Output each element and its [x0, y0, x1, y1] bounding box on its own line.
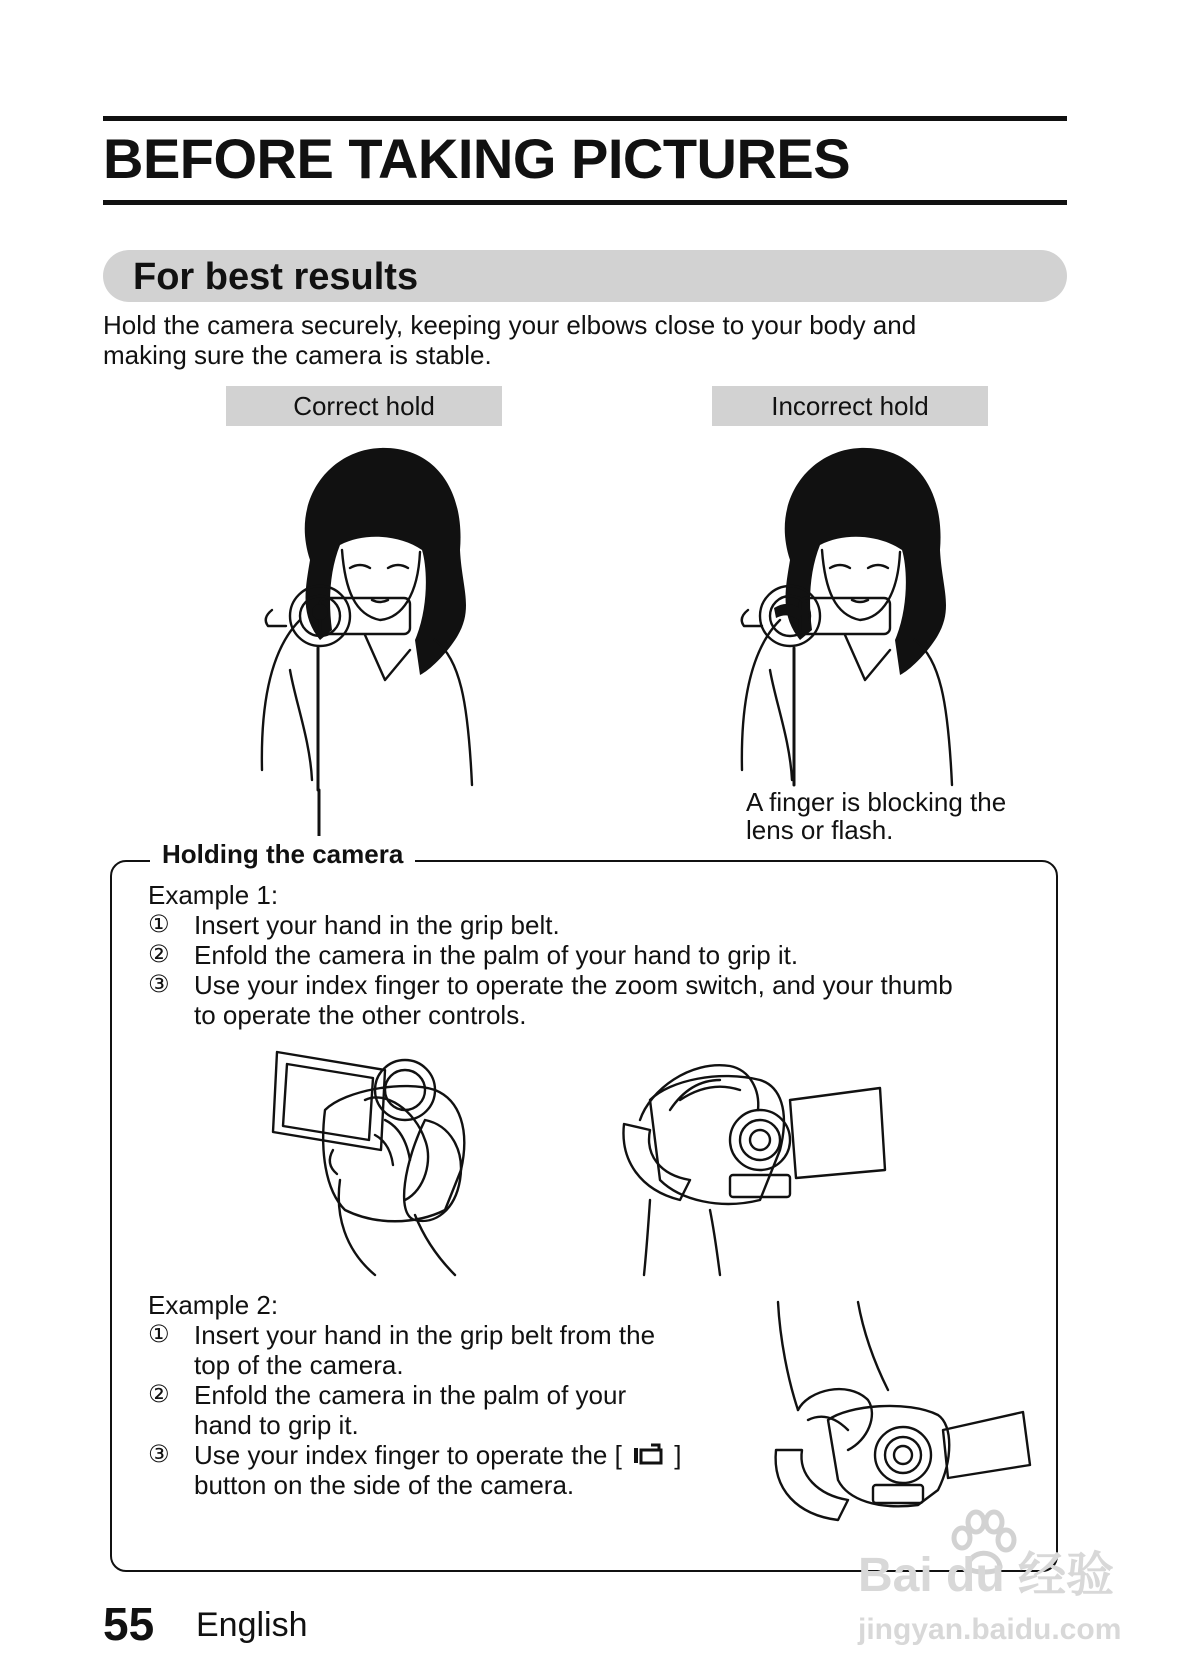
example1-camera-left-illustration [265, 1040, 485, 1280]
camera-mode-button-icon [633, 1442, 663, 1472]
example2-step3-text-line1 [194, 1440, 682, 1472]
example1-heading: Example 1: [148, 880, 279, 910]
watermark-brand: Bai du 经验 [858, 1549, 1115, 1602]
example2-step3-text-line2: button on the side of the camera. [194, 1470, 575, 1500]
page-language: English [196, 1606, 308, 1644]
example1-camera-right-illustration [610, 1060, 900, 1280]
example1-step3-text-line1: Use your index finger to operate the zoom switch, and your thumb [194, 970, 953, 1000]
example2-step1-text-line1: Insert your hand in the grip belt from the [194, 1320, 656, 1350]
example2-heading: Example 2: [148, 1290, 279, 1320]
example1-step3-text-line2: to operate the other controls. [194, 1000, 527, 1030]
example2-step1-text-line2: top of the camera. [194, 1350, 404, 1380]
incorrect-hold-label: Incorrect hold [712, 386, 988, 426]
example2-step3-text-start: Use your index finger to operate the [ [194, 1440, 622, 1470]
incorrect-note-line-2: lens or flash. [746, 815, 894, 845]
section-heading-bar [103, 250, 1067, 302]
title-bottom-rule [103, 200, 1067, 205]
example2-step2-text-line1: Enfold the camera in the palm of your [194, 1380, 627, 1410]
intro-line-1: Hold the camera securely, keeping your elbows close to your body and [103, 310, 917, 340]
example2-step2-number: ② [148, 1381, 170, 1408]
incorrect-note-line-1: A finger is blocking the [746, 787, 1007, 817]
page-title: BEFORE TAKING PICTURES [103, 127, 851, 190]
example2-step3-number: ③ [148, 1441, 170, 1468]
section-title: For best results [133, 256, 419, 298]
intro-line-2: making sure the camera is stable. [103, 340, 492, 370]
incorrect-hold-illustration [730, 440, 970, 800]
example2-step1-number: ① [148, 1321, 170, 1348]
title-top-rule [103, 116, 1067, 121]
example1-step3-number: ③ [148, 971, 170, 998]
watermark-url: jingyan.baidu.com [858, 1613, 1122, 1646]
example1-step2-text: Enfold the camera in the palm of your hand to grip it. [194, 940, 799, 970]
example1-step1-text: Insert your hand in the grip belt. [194, 910, 560, 940]
example2-step3-text-suffix: ] [674, 1440, 682, 1470]
correct-hold-label: Correct hold [226, 386, 502, 426]
example2-camera-illustration [768, 1300, 1038, 1530]
page-number: 55 [103, 1598, 155, 1650]
correct-hold-illustration [250, 440, 490, 800]
example1-step2-number: ② [148, 941, 170, 968]
example2-step2-text-line2: hand to grip it. [194, 1410, 359, 1440]
holding-camera-title: Holding the camera [150, 836, 415, 872]
example1-step1-number: ① [148, 911, 170, 938]
